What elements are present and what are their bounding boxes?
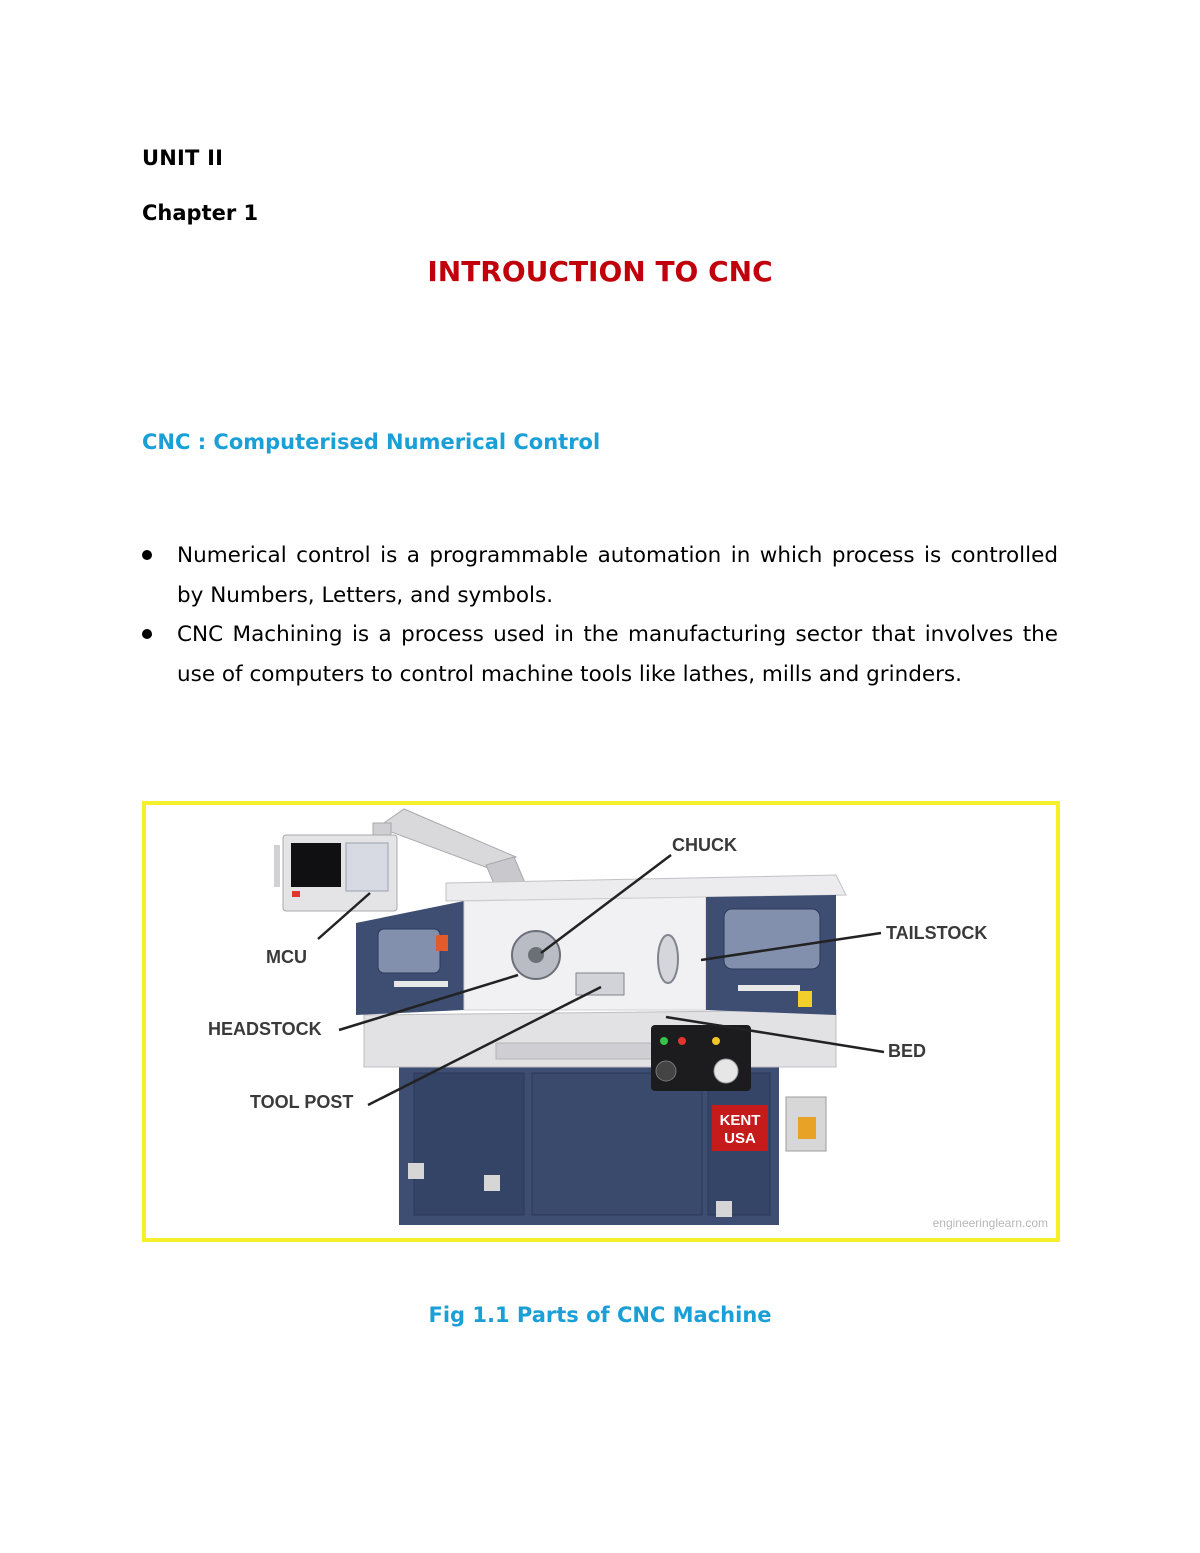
page-title: INTROUCTION TO CNC	[427, 255, 773, 288]
tool-post-icon	[576, 973, 624, 995]
chapter-label: Chapter 1	[142, 201, 259, 225]
headstock-label: HEADSTOCK	[208, 1019, 322, 1039]
mcu-arm	[378, 809, 516, 871]
bullet-text: CNC Machining is a process used in the manufacturing sector that involves the use of computers to control machine tools like lathes, mills and grinders.	[177, 622, 1058, 687]
foot-3	[716, 1201, 732, 1217]
bullet-icon	[142, 629, 152, 639]
list-item	[142, 615, 1058, 694]
bullet-text: Numerical control is a programmable automation in which process is controlled by Numbers, Letters, and symbols.	[177, 543, 1058, 608]
mcu-keypad	[346, 843, 388, 891]
watermark-text: engineeringlearn.com	[932, 1216, 1048, 1230]
warning-label-left	[436, 935, 448, 951]
chuck-center	[528, 947, 544, 963]
indicator-yellow	[712, 1037, 720, 1045]
mcu-label: MCU	[266, 947, 307, 967]
tailstock-window	[724, 909, 820, 969]
control-knob-icon	[714, 1059, 738, 1083]
list-item	[142, 536, 1058, 615]
figure-caption: Fig 1.1 Parts of CNC Machine	[428, 1303, 772, 1327]
indicator-green	[660, 1037, 668, 1045]
indicator-red	[678, 1037, 686, 1045]
brand-text-line2: USA	[724, 1130, 756, 1147]
unit-label: UNIT II	[142, 146, 224, 170]
mcu-bracket	[274, 845, 280, 887]
headstock-handle	[394, 981, 448, 987]
warning-label-right	[798, 991, 812, 1007]
cabinet-panel-mid	[532, 1073, 702, 1215]
bullet-icon	[142, 550, 152, 560]
chuck-label: CHUCK	[672, 835, 737, 855]
side-indicator	[798, 1117, 816, 1139]
bed-rail	[496, 1043, 656, 1059]
handwheel-icon	[656, 1061, 676, 1081]
brand-text-line1: KENT	[719, 1112, 761, 1129]
tailstock-icon	[658, 935, 678, 983]
cnc-machine-illustration	[146, 805, 1056, 1238]
section-subtitle: CNC : Computerised Numerical Control	[142, 430, 601, 454]
mcu-button-red	[292, 891, 300, 897]
tailstock-handle	[738, 985, 800, 991]
mcu-screen	[291, 843, 341, 887]
bed-label: BED	[888, 1041, 927, 1061]
foot-2	[484, 1175, 500, 1191]
headstock-window	[378, 929, 440, 973]
tool-post-label: TOOL POST	[250, 1092, 354, 1112]
cabinet-panel-left	[414, 1073, 524, 1215]
figure-frame	[142, 801, 1060, 1242]
tailstock-label: TAILSTOCK	[886, 923, 988, 943]
bullet-list	[142, 536, 1058, 694]
foot-1	[408, 1163, 424, 1179]
